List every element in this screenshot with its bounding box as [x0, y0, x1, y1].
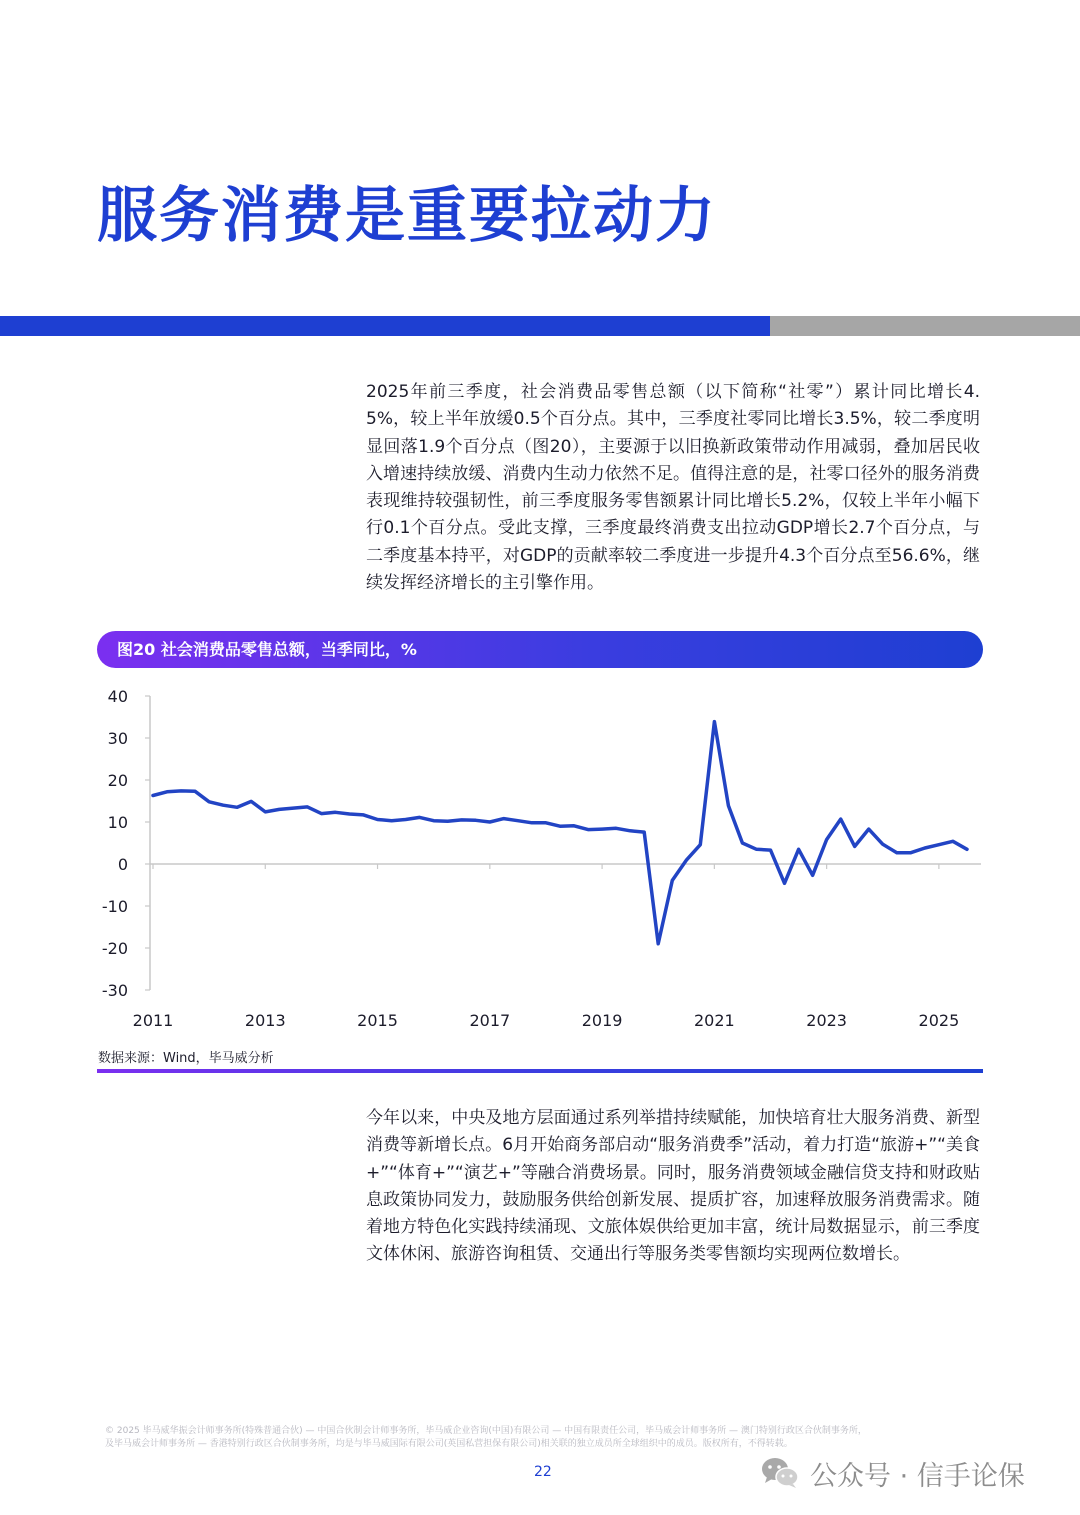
x-tick-label: 2023: [806, 1011, 847, 1030]
legal-notice: [105, 1425, 985, 1451]
line-chart: [97, 678, 983, 1038]
x-tick-label: 2013: [244, 1011, 286, 1030]
y-tick-label: -30: [101, 981, 128, 1000]
header-rule-blue: [0, 316, 770, 336]
y-tick-label: 10: [107, 813, 128, 832]
figure-bottom-rule: [97, 1069, 983, 1073]
x-tick-label: 2017: [469, 1011, 511, 1030]
page-number: 22: [534, 1464, 552, 1480]
wechat-icon: [760, 1456, 800, 1490]
y-tick-label: 20: [107, 771, 128, 790]
x-tick-label: 2025: [918, 1011, 960, 1030]
y-tick-label: 30: [107, 729, 128, 748]
legal-line-1: © 2025 毕马威华振会计师事务所(特殊普通合伙) — 中国合伙制会计师事务所，毕马威企业咨询(中国)有限公司 — 中国有限责任公司，毕马威会计师事务所 — 澳门特别行政区合伙制事务所，: [105, 1426, 867, 1436]
figure-title-banner: [97, 631, 983, 668]
body-paragraph-1: 2025年前三季度，社会消费品零售总额（以下简称“社零”）累计同比增长4.5%，较上半年放缓0.5个百分点。其中，三季度社零同比增长3.5%，较二季度明显回落1.9个百分点（图20），主要源于以旧换新政策带动作用减弱，叠加居民收入增速持续放缓、消费内生动力依然不足。值得注意的是，社零口径外的服务消费表现维持较强韧性，前三季度服务零售额累计同比增长5.2%，仅较上半年小幅下行0.1个百分点。受此支撑，三季度最终消费支出拉动GDP增长2.7个百分点，与二季度基本持平，对GDP的贡献率较二季度进一步提升4.3个百分点至56.6%，继续发挥经济增长的主引擎作用。: [366, 382, 980, 594]
figure-source: 数据来源：Wind，毕马威分析: [98, 1051, 274, 1066]
legal-line-2: 及毕马威会计师事务所 — 香港特别行政区合伙制事务所，均是与毕马威国际有限公司(英国私营担保有限公司)相关联的独立成员所全球组织中的成员。版权所有，不得转载。: [105, 1439, 793, 1449]
y-tick-label: -20: [101, 939, 128, 958]
figure-title: 图20 社会消费品零售总额，当季同比，%: [117, 640, 417, 659]
header-rule-grey: [770, 316, 1080, 336]
y-tick-label: 40: [107, 687, 128, 706]
x-tick-label: 2019: [581, 1011, 623, 1030]
page-title: 服务消费是重要拉动力: [97, 181, 717, 251]
body-paragraph-2: 今年以来，中央及地方层面通过系列举措持续赋能，加快培育壮大服务消费、新型消费等新增长点。6月开始商务部启动“服务消费季”活动，着力打造“旅游+”“美食+”“体育+”“演艺+”等融合消费场景。同时，服务消费领域金融信贷支持和财政贴息政策协同发力，鼓励服务供给创新发展、提质扩容，加速释放服务消费需求。随着地方特色化实践持续涌现、文旅体娱供给更加丰富，统计局数据显示，前三季度文体休闲、旅游咨询租赁、交通出行等服务类零售额均实现两位数增长。: [366, 1108, 980, 1265]
x-tick-label: 2015: [357, 1011, 398, 1030]
watermark-text: 公众号 · 信手论保: [810, 1460, 1025, 1492]
watermark: [760, 1453, 1025, 1493]
y-tick-label: 0: [117, 855, 128, 874]
x-tick-label: 2021: [693, 1011, 735, 1030]
y-tick-label: -10: [101, 897, 128, 916]
series-line: [153, 722, 967, 944]
x-tick-label: 2011: [132, 1011, 174, 1030]
